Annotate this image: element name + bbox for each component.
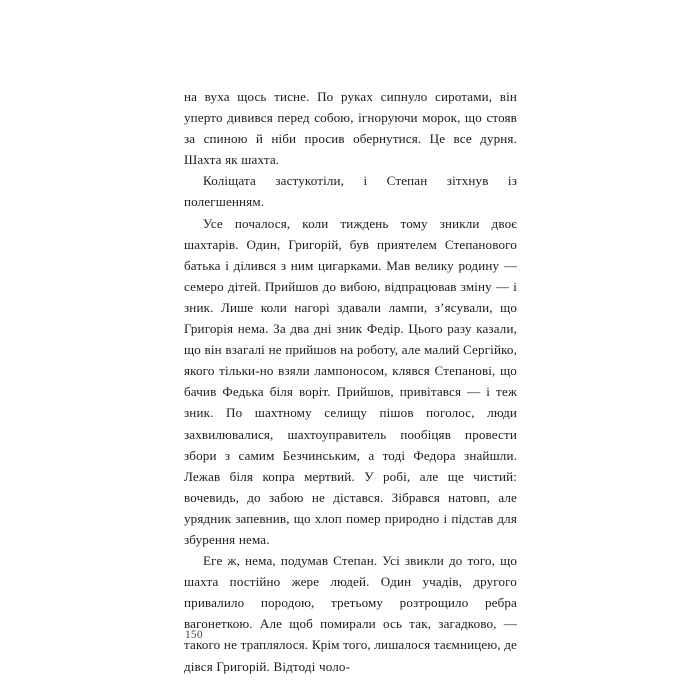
page-text-body <box>184 86 517 677</box>
paragraph: Еге ж, нема, подумав Степан. Усі звикли до того, що шахта постійно жере людей. Один учадів, другого привалило породою, третьому розтрощило ребра вагонеткою. Але щоб помирали ось так, загадково, — такого не траплялося. Крім того, лишалося таємницею, де дівся Григорій. Відтоді чоло- <box>184 553 517 674</box>
paragraph-continuation: на вуха щось тисне. По руках сипнуло сиротами, він уперто дивився перед собою, ігноруючи морок, що стояв за спиною й ніби просив обернутися. Це все дурня. Шахта як шахта. <box>184 89 517 168</box>
paragraph: Коліщата застукотіли, і Степан зітхнув із полегшенням. <box>184 173 517 210</box>
page-number: 150 <box>185 629 203 641</box>
paragraph: Усе почалося, коли тиждень тому зникли двоє шахтарів. Один, Григорій, був приятелем Степанового батька і ділився з ним цигарками. Мав велику родину — семеро дітей. Прийшов до вибою, відпрацював зміну — і зник. Лише коли нагорі здавали лампи, з’ясували, що Григорія нема. За два дні зник Федір. Цього разу казали, що він взагалі не прийшов на роботу, але малий Сергійко, якого тільки-но взяли лампоносом, клявся Степанові, що бачив Федька біля воріт. Прийшов, привітався — і теж зник. По шахтному селищу пішов поголос, люди захвилювалися, шахтоуправитель пообіцяв провести збори з самим Безчинським, а тоді Федора знайшли. Лежав біля копра мертвий. У робі, але ще чистий: вочевидь, до забою не дістався. Зібрався натовп, але урядник запевнив, що хлоп помер природно і підстав для збурення нема. <box>184 215 517 547</box>
